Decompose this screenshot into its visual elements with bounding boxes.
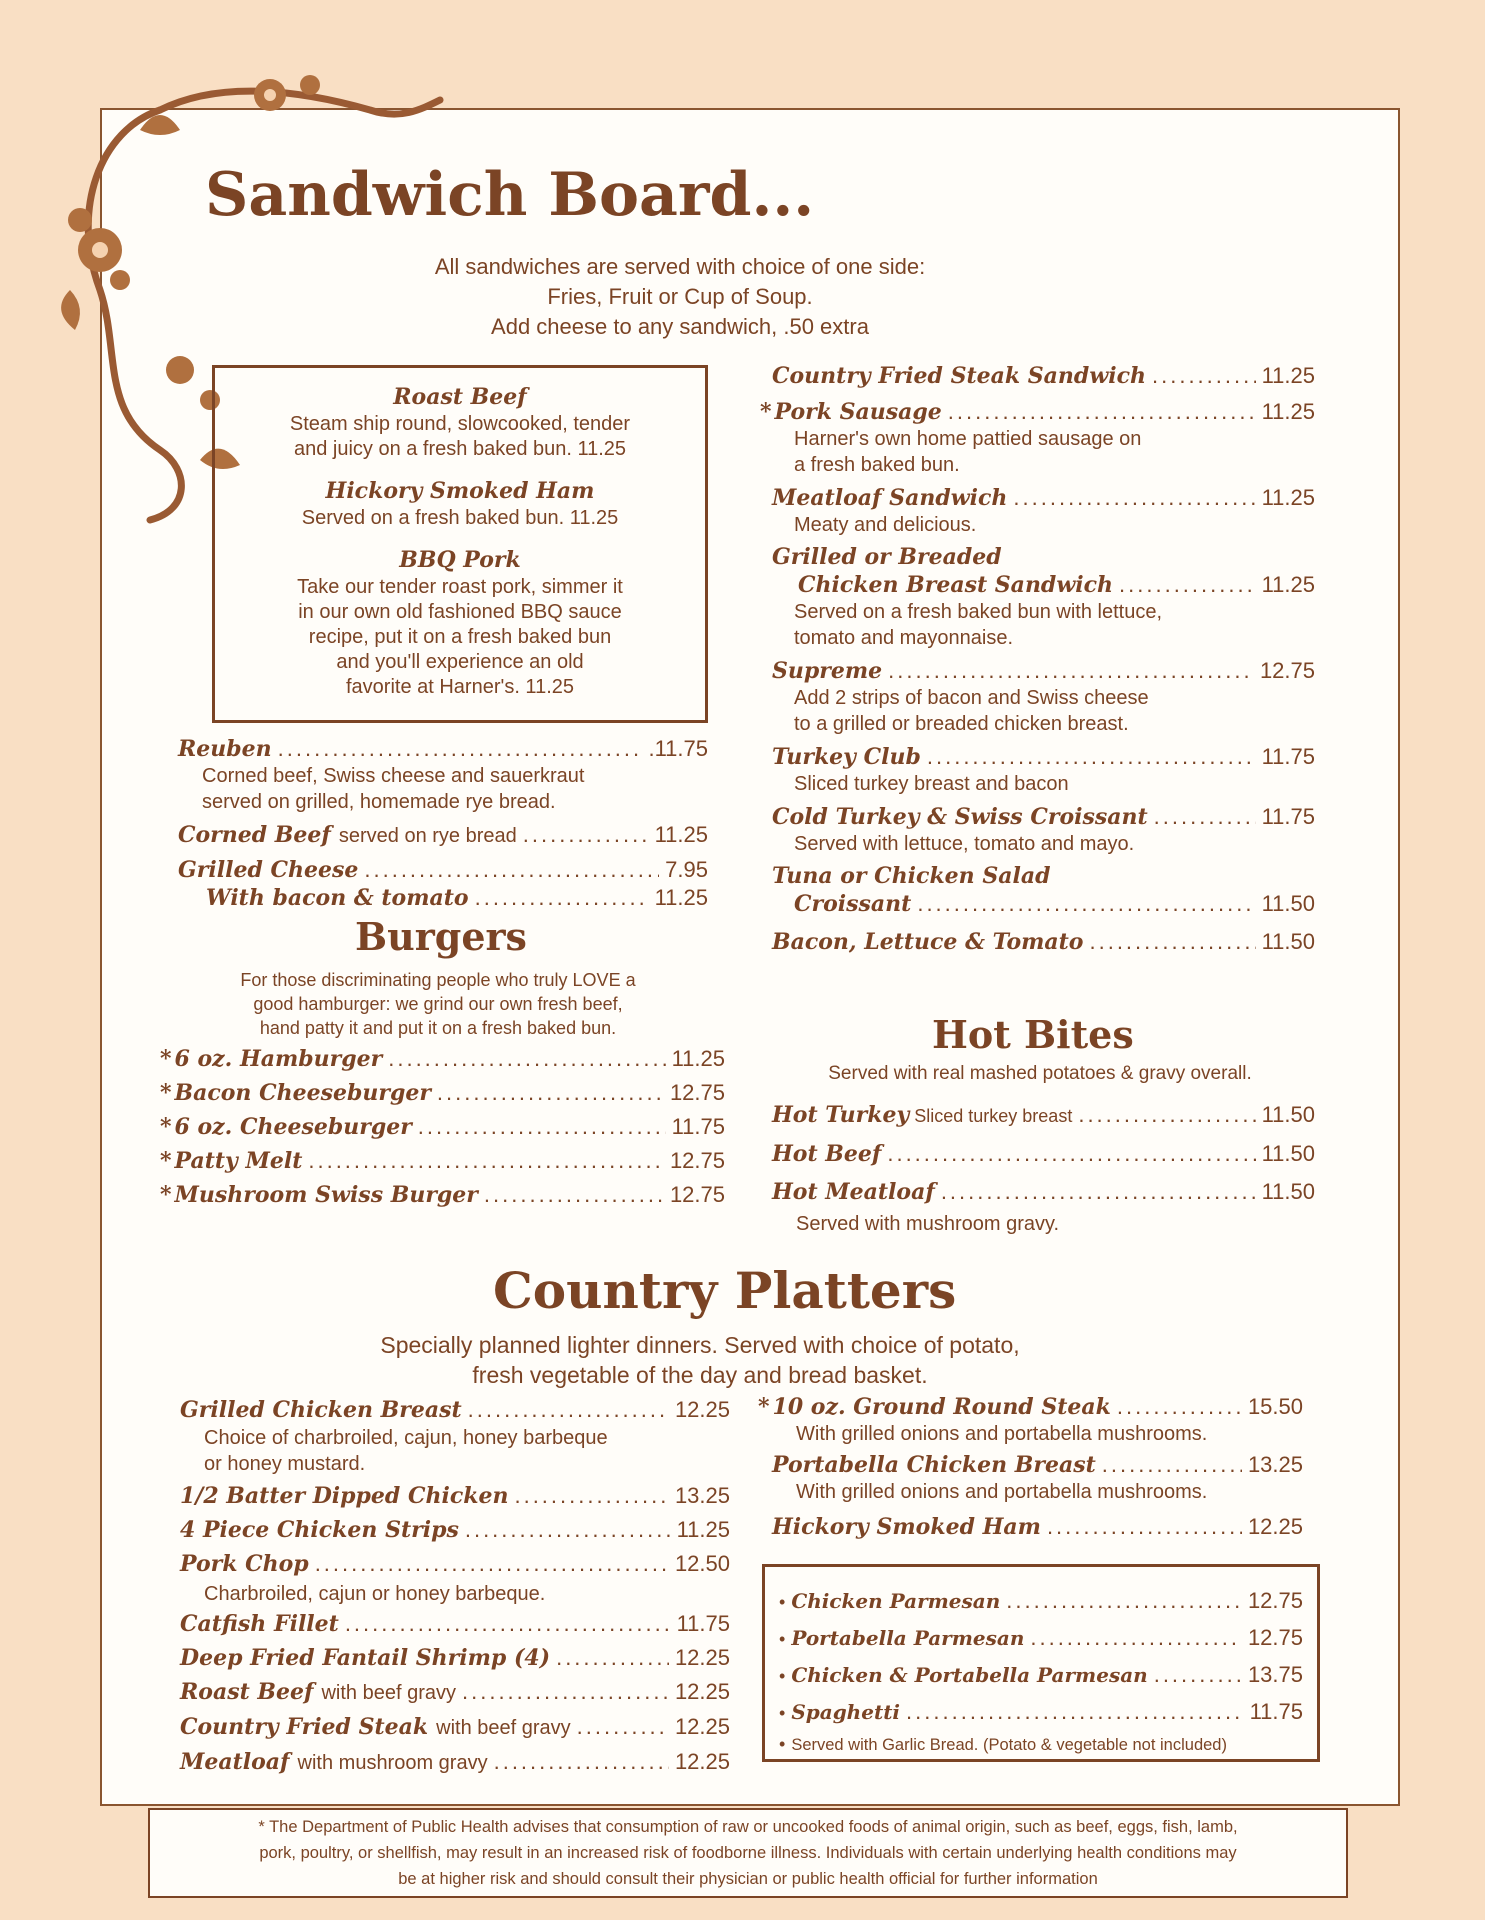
leader-dots (437, 1076, 664, 1110)
leader-dots (1119, 571, 1256, 598)
item-price: 11.75 (671, 1114, 725, 1139)
item-price: 12.75 (1247, 1588, 1303, 1613)
featured-item-name: Roast Beef (393, 384, 527, 410)
item-name: 6 oz. Hamburger (174, 1046, 383, 1072)
featured-item (215, 545, 705, 700)
menu-item (760, 863, 1315, 918)
featured-item-desc: and you'll experience an old (336, 651, 584, 673)
italian-note-text: Served with Garlic Bread. (Potato & vegetable not included) (791, 1736, 1227, 1754)
item-name: Turkey Club (772, 744, 921, 770)
menu-item (760, 657, 1315, 737)
item-name-line2: Croissant (794, 891, 912, 917)
intro-line: Fries, Fruit or Cup of Soup. (547, 284, 813, 309)
leader-dots (514, 1479, 668, 1513)
menu-item (160, 1076, 725, 1110)
menu-item (760, 484, 1315, 538)
menu-item (772, 1173, 1315, 1211)
item-name: 1/2 Batter Dipped Chicken (180, 1483, 509, 1509)
disclaimer-line: * The Department of Public Health advises that consumption of raw or uncooked foods of animal origin, such as beef, eggs, fish, lamb, (258, 1818, 1238, 1836)
item-name: Reuben (178, 736, 272, 762)
asterisk-mark: * (160, 1046, 172, 1072)
item-name: Catfish Fillet (180, 1611, 339, 1637)
bullet-icon: • (779, 1629, 786, 1649)
item-name: Pork Sausage (774, 399, 942, 425)
item-desc: Served with mushroom gravy. (796, 1213, 1060, 1235)
leader-dots (388, 1042, 665, 1076)
item-price: 12.75 (1247, 1625, 1303, 1650)
item-price: 11.75 (1261, 744, 1315, 769)
leader-dots (1047, 1513, 1242, 1540)
item-name: Corned Beef (178, 822, 331, 848)
item-extra: Sliced turkey breast (914, 1106, 1073, 1126)
menu-item (178, 735, 708, 815)
item-extra: with beef gravy (436, 1717, 571, 1739)
item-desc: Meaty and delicious. (794, 514, 977, 536)
intro-line: All sandwiches are served with choice of one side: (434, 254, 926, 279)
leader-dots (948, 398, 1256, 425)
item-name: Chicken & Portabella Parmesan (791, 1663, 1148, 1687)
item-name: Hot Turkey (772, 1102, 910, 1128)
featured-item-name: BBQ Pork (399, 547, 521, 573)
menu-item (180, 1395, 730, 1477)
item-extra: with beef gravy (321, 1682, 456, 1704)
leader-dots (1154, 1657, 1242, 1692)
menu-item (160, 1144, 725, 1178)
menu-item (180, 1607, 730, 1641)
featured-item-desc: favorite at Harner's. 11.25 (345, 676, 574, 698)
right-sandwich-list (760, 362, 1315, 956)
burgers-title: Burgers (355, 914, 527, 959)
item-name: 10 oz. Ground Round Steak (772, 1394, 1111, 1420)
menu-item (760, 928, 1315, 956)
bullet-icon: • (779, 1734, 786, 1754)
menu-item (206, 884, 708, 912)
platters-left-list (180, 1395, 730, 1780)
disclaimer-line: be at higher risk and should consult their physician or public health official for further information (398, 1870, 1098, 1888)
leader-dots (1152, 362, 1256, 389)
item-price: 13.25 (1247, 1452, 1303, 1477)
menu-item (758, 1451, 1303, 1505)
sandwich-intro (330, 252, 1030, 342)
item-name: Mushroom Swiss Burger (174, 1182, 478, 1208)
featured-item-desc: in our own old fashioned BBQ sauce (298, 601, 622, 623)
menu-item (760, 544, 1315, 651)
leader-dots (917, 890, 1255, 917)
intro-line: good hamburger: we grind our own fresh beef, (253, 994, 623, 1014)
intro-line: fresh vegetable of the day and bread basket. (472, 1362, 928, 1388)
disclaimer-line: pork, poultry, or shellfish, may result in an increased risk of foodborne illness. Individuals with certain underlying health conditions may (259, 1844, 1237, 1862)
menu-item (758, 1513, 1303, 1541)
leader-dots (494, 1745, 669, 1779)
leader-dots (484, 1178, 664, 1212)
intro-line: Add cheese to any sandwich, .50 extra (491, 314, 869, 339)
item-desc: served on grilled, homemade rye bread. (202, 791, 556, 813)
menu-item (160, 1042, 725, 1076)
item-name: 6 oz. Cheeseburger (174, 1114, 412, 1140)
menu-item (760, 362, 1315, 390)
bullet-icon: • (779, 1703, 786, 1723)
menu-item (779, 1657, 1303, 1694)
menu-item (180, 1675, 730, 1710)
item-name: Supreme (772, 658, 883, 684)
item-price: 13.75 (1247, 1662, 1303, 1687)
menu-item (779, 1694, 1303, 1731)
item-name: Meatloaf Sandwich (772, 485, 1008, 511)
item-name: Grilled or Breaded (772, 544, 1002, 570)
leader-dots (462, 1675, 669, 1709)
item-price: 11.25 (676, 1517, 730, 1542)
health-disclaimer (148, 1808, 1348, 1898)
item-name: Bacon Cheeseburger (174, 1080, 431, 1106)
item-desc: tomato and mayonnaise. (794, 627, 1014, 649)
item-price: 12.25 (674, 1749, 730, 1774)
leader-dots (1102, 1451, 1242, 1478)
menu-item (760, 743, 1315, 797)
italian-box (762, 1564, 1320, 1762)
intro-line: For those discriminating people who truly LOVE a (240, 970, 636, 990)
item-desc: Corned beef, Swiss cheese and sauerkraut (202, 765, 585, 787)
item-price: 11.75 (1261, 804, 1315, 829)
item-name: Portabella Chicken Breast (772, 1452, 1096, 1478)
hot-bites-title: Hot Bites (932, 1012, 1134, 1057)
item-name: Cold Turkey & Swiss Croissant (772, 804, 1148, 830)
leader-dots (465, 1513, 671, 1547)
leader-dots (523, 821, 649, 848)
item-desc: Served on a fresh baked bun with lettuce, (794, 601, 1163, 623)
item-price: 11.25 (654, 885, 708, 910)
item-name: Portabella Parmesan (791, 1626, 1025, 1650)
asterisk-mark: * (160, 1148, 172, 1174)
item-desc: to a grilled or breaded chicken breast. (794, 713, 1129, 735)
item-name: 4 Piece Chicken Strips (180, 1517, 459, 1543)
item-price: 11.50 (1261, 1141, 1315, 1166)
featured-item (215, 476, 705, 531)
featured-item-desc: Steam ship round, slowcooked, tender (289, 413, 631, 435)
item-desc: a fresh baked bun. (794, 454, 960, 476)
leader-dots (315, 1547, 669, 1581)
menu-item (180, 1745, 730, 1780)
item-price: 11.25 (654, 822, 708, 847)
menu-item (779, 1583, 1303, 1620)
item-price: 12.25 (674, 1397, 730, 1422)
item-name: Patty Melt (174, 1148, 303, 1174)
item-price: 12.75 (1259, 658, 1315, 683)
menu-item (180, 1547, 730, 1607)
menu-item (758, 1393, 1303, 1447)
asterisk-mark: * (160, 1114, 172, 1140)
leader-dots (364, 856, 659, 883)
item-desc: Choice of charbroiled, cajun, honey barbeque (204, 1427, 608, 1449)
item-name: Grilled Chicken Breast (180, 1397, 462, 1423)
leader-dots (1030, 1620, 1242, 1655)
item-price: 12.75 (669, 1080, 725, 1105)
item-name: Spaghetti (791, 1700, 901, 1724)
menu-item (180, 1641, 730, 1675)
left-sandwich-list (178, 735, 708, 912)
italian-note (779, 1731, 1303, 1758)
item-desc: or honey mustard. (204, 1453, 366, 1475)
item-extra: with mushroom gravy (297, 1752, 488, 1774)
item-name: Grilled Cheese (178, 857, 359, 883)
item-price: 11.50 (1261, 1102, 1315, 1127)
item-price: .11.75 (648, 736, 708, 761)
leader-dots (1013, 484, 1255, 511)
item-price: 11.75 (676, 1611, 730, 1636)
leader-dots (927, 743, 1256, 770)
leader-dots (308, 1144, 664, 1178)
item-price: 12.25 (674, 1645, 730, 1670)
menu-item (760, 398, 1315, 478)
item-desc: Charbroiled, cajun or honey barbeque. (204, 1583, 546, 1605)
item-name: Pork Chop (180, 1551, 309, 1577)
item-price: 12.50 (674, 1551, 730, 1576)
leader-dots (1154, 803, 1256, 830)
leader-dots (418, 1110, 666, 1144)
item-price: 12.25 (674, 1679, 730, 1704)
featured-item-desc: Served on a fresh baked bun. 11.25 (301, 507, 619, 529)
leader-dots (1117, 1393, 1242, 1420)
asterisk-mark: * (160, 1182, 172, 1208)
item-name: Hot Meatloaf (772, 1179, 935, 1205)
bullet-icon: • (779, 1666, 786, 1686)
burgers-intro (188, 968, 688, 1040)
featured-item (215, 382, 705, 462)
menu-item (160, 1178, 725, 1212)
asterisk-mark: * (758, 1394, 770, 1420)
menu-item (180, 1710, 730, 1745)
page-title: Sandwich Board... (205, 160, 815, 230)
featured-sandwich-box (212, 365, 708, 723)
item-name: Deep Fried Fantail Shrimp (4) (180, 1645, 551, 1671)
item-price: 11.50 (1261, 891, 1315, 916)
leader-dots (888, 657, 1254, 684)
item-price: 11.25 (671, 1046, 725, 1071)
item-name-line2: Chicken Breast Sandwich (798, 572, 1114, 598)
leader-dots (887, 1135, 1255, 1173)
intro-line: hand patty it and put it on a fresh baked bun. (259, 1018, 617, 1038)
leader-dots (941, 1173, 1256, 1211)
featured-item-desc: and juicy on a fresh baked bun. 11.25 (293, 438, 627, 460)
item-name: Roast Beef (180, 1679, 314, 1705)
item-price: 12.25 (1247, 1514, 1303, 1539)
item-desc: With grilled onions and portabella mushrooms. (796, 1423, 1208, 1445)
menu-item (772, 1135, 1315, 1173)
item-name: Hot Beef (772, 1141, 882, 1167)
menu-item (178, 856, 708, 884)
featured-item-name: Hickory Smoked Ham (325, 478, 595, 504)
item-name: Tuna or Chicken Salad (772, 863, 1051, 889)
item-price: 12.75 (669, 1148, 725, 1173)
item-price: 7.95 (665, 857, 708, 882)
item-name: Bacon, Lettuce & Tomato (772, 929, 1084, 955)
item-desc: With grilled onions and portabella mushrooms. (796, 1481, 1208, 1503)
item-price: 12.25 (674, 1714, 730, 1739)
item-desc: Served with lettuce, tomato and mayo. (794, 833, 1135, 855)
item-desc: Harner's own home pattied sausage on (794, 428, 1142, 450)
leader-dots (577, 1710, 669, 1744)
leader-dots (345, 1607, 671, 1641)
item-price: 11.25 (1261, 363, 1315, 388)
item-price: 15.50 (1247, 1394, 1303, 1419)
intro-line: Specially planned lighter dinners. Served with choice of potato, (380, 1332, 1020, 1358)
leader-dots (1006, 1583, 1242, 1618)
item-price: 11.50 (1261, 1179, 1315, 1204)
featured-item-desc: Take our tender roast pork, simmer it (297, 576, 623, 598)
item-price: 13.25 (674, 1483, 730, 1508)
item-price: 12.75 (669, 1182, 725, 1207)
item-name: Hickory Smoked Ham (772, 1514, 1041, 1540)
item-name: Country Fried Steak (180, 1714, 429, 1740)
menu-item (180, 1513, 730, 1547)
item-price: 11.25 (1261, 399, 1315, 424)
item-name: Meatloaf (180, 1749, 290, 1775)
burger-list (160, 1042, 725, 1212)
leader-dots (468, 1395, 669, 1425)
platters-title: Country Platters (493, 1261, 957, 1320)
item-price: 11.25 (1261, 485, 1315, 510)
asterisk-mark: * (760, 399, 772, 425)
item-name: Chicken Parmesan (791, 1589, 1001, 1613)
leader-dots (906, 1694, 1244, 1729)
menu-item (178, 821, 708, 850)
item-name: With bacon & tomato (206, 885, 469, 911)
menu-item (160, 1110, 725, 1144)
leader-dots (556, 1641, 669, 1675)
menu-item (779, 1620, 1303, 1657)
menu-item (772, 1096, 1315, 1135)
hot-bites-intro: Served with real mashed potatoes & gravy overall. (828, 1063, 1252, 1084)
item-extra: served on rye bread (338, 825, 517, 847)
item-price: 11.75 (1249, 1699, 1303, 1724)
platters-right-list (758, 1393, 1303, 1541)
asterisk-mark: * (160, 1080, 172, 1106)
item-price: 11.50 (1261, 929, 1315, 954)
item-price: 11.25 (1261, 572, 1315, 597)
featured-item-desc: recipe, put it on a fresh baked bun (308, 626, 612, 648)
menu-item (180, 1479, 730, 1513)
menu-item (760, 803, 1315, 857)
leader-dots (475, 884, 649, 911)
item-name: Country Fried Steak Sandwich (772, 363, 1146, 389)
platters-intro (290, 1330, 1110, 1390)
item-desc: Sliced turkey breast and bacon (794, 773, 1069, 795)
leader-dots (1089, 928, 1255, 955)
leader-dots (1078, 1096, 1255, 1134)
leader-dots (278, 735, 643, 762)
item-desc: Add 2 strips of bacon and Swiss cheese (794, 687, 1149, 709)
hot-bites-list (772, 1096, 1315, 1237)
bullet-icon: • (779, 1592, 786, 1612)
